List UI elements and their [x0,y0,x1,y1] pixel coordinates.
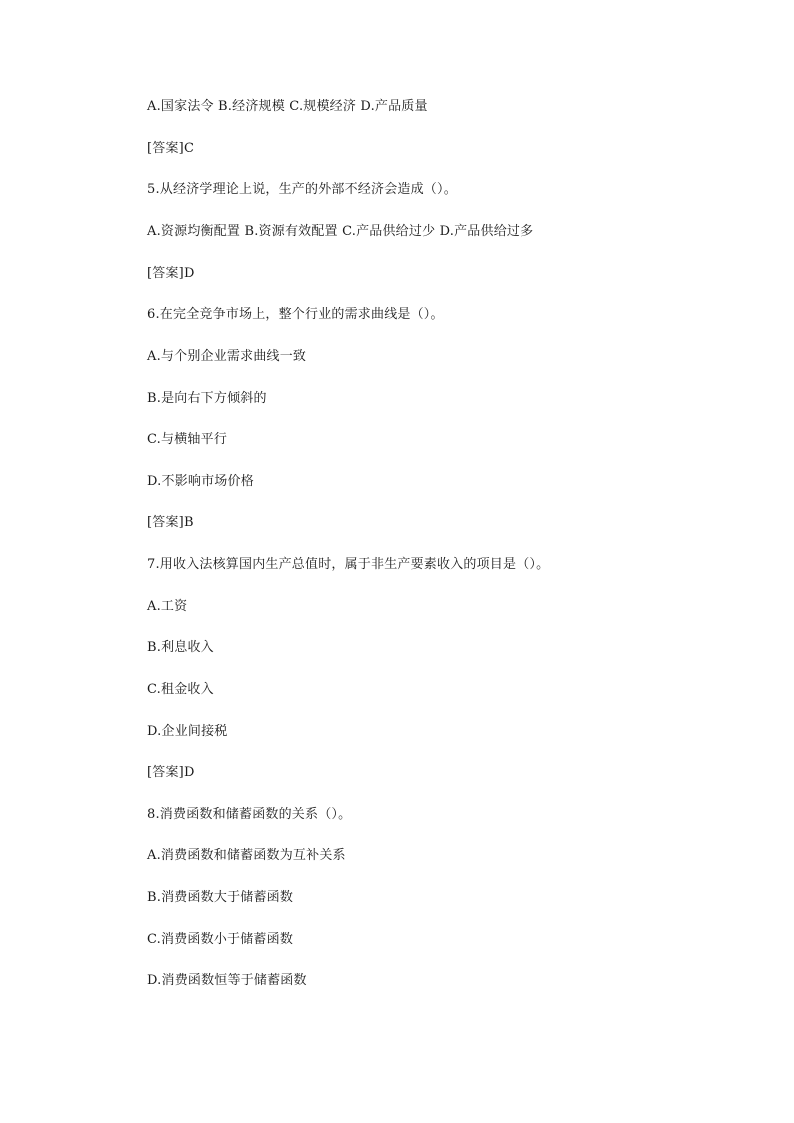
q8-option-d: D.消费函数恒等于储蓄函数 [147,973,307,988]
q6-option-a: A.与个别企业需求曲线一致 [147,349,307,364]
q5-answer: [答案]D [147,266,195,281]
q5-options: A.资源均衡配置 B.资源有效配置 C.产品供给过少 D.产品供给过多 [147,224,534,239]
q6-question: 6.在完全竞争市场上，整个行业的需求曲线是（）。 [147,307,444,322]
q7-option-a: A.工资 [147,599,188,614]
q7-question: 7.用收入法核算国内生产总值时，属于非生产要素收入的项目是（）。 [147,557,550,572]
q7-option-d: D.企业间接税 [147,724,228,739]
q6-answer: [答案]B [147,515,194,530]
q8-option-c: C.消费函数小于储蓄函数 [147,932,294,947]
q6-option-c: C.与横轴平行 [147,432,228,447]
q6-option-d: D.不影响市场价格 [147,474,254,489]
q8-option-b: B.消费函数大于储蓄函数 [147,890,294,905]
q4-options: A.国家法令 B.经济规模 C.规模经济 D.产品质量 [147,99,428,114]
q7-option-b: B.利息收入 [147,640,214,655]
q7-option-c: C.租金收入 [147,682,214,697]
q6-option-b: B.是向右下方倾斜的 [147,391,267,406]
q7-answer: [答案]D [147,765,195,780]
q8-option-a: A.消费函数和储蓄函数为互补关系 [147,848,346,863]
q4-answer: [答案]C [147,141,195,156]
q5-question: 5.从经济学理论上说，生产的外部不经济会造成（）。 [147,182,457,197]
q8-question: 8.消费函数和储蓄函数的关系（）。 [147,807,352,822]
